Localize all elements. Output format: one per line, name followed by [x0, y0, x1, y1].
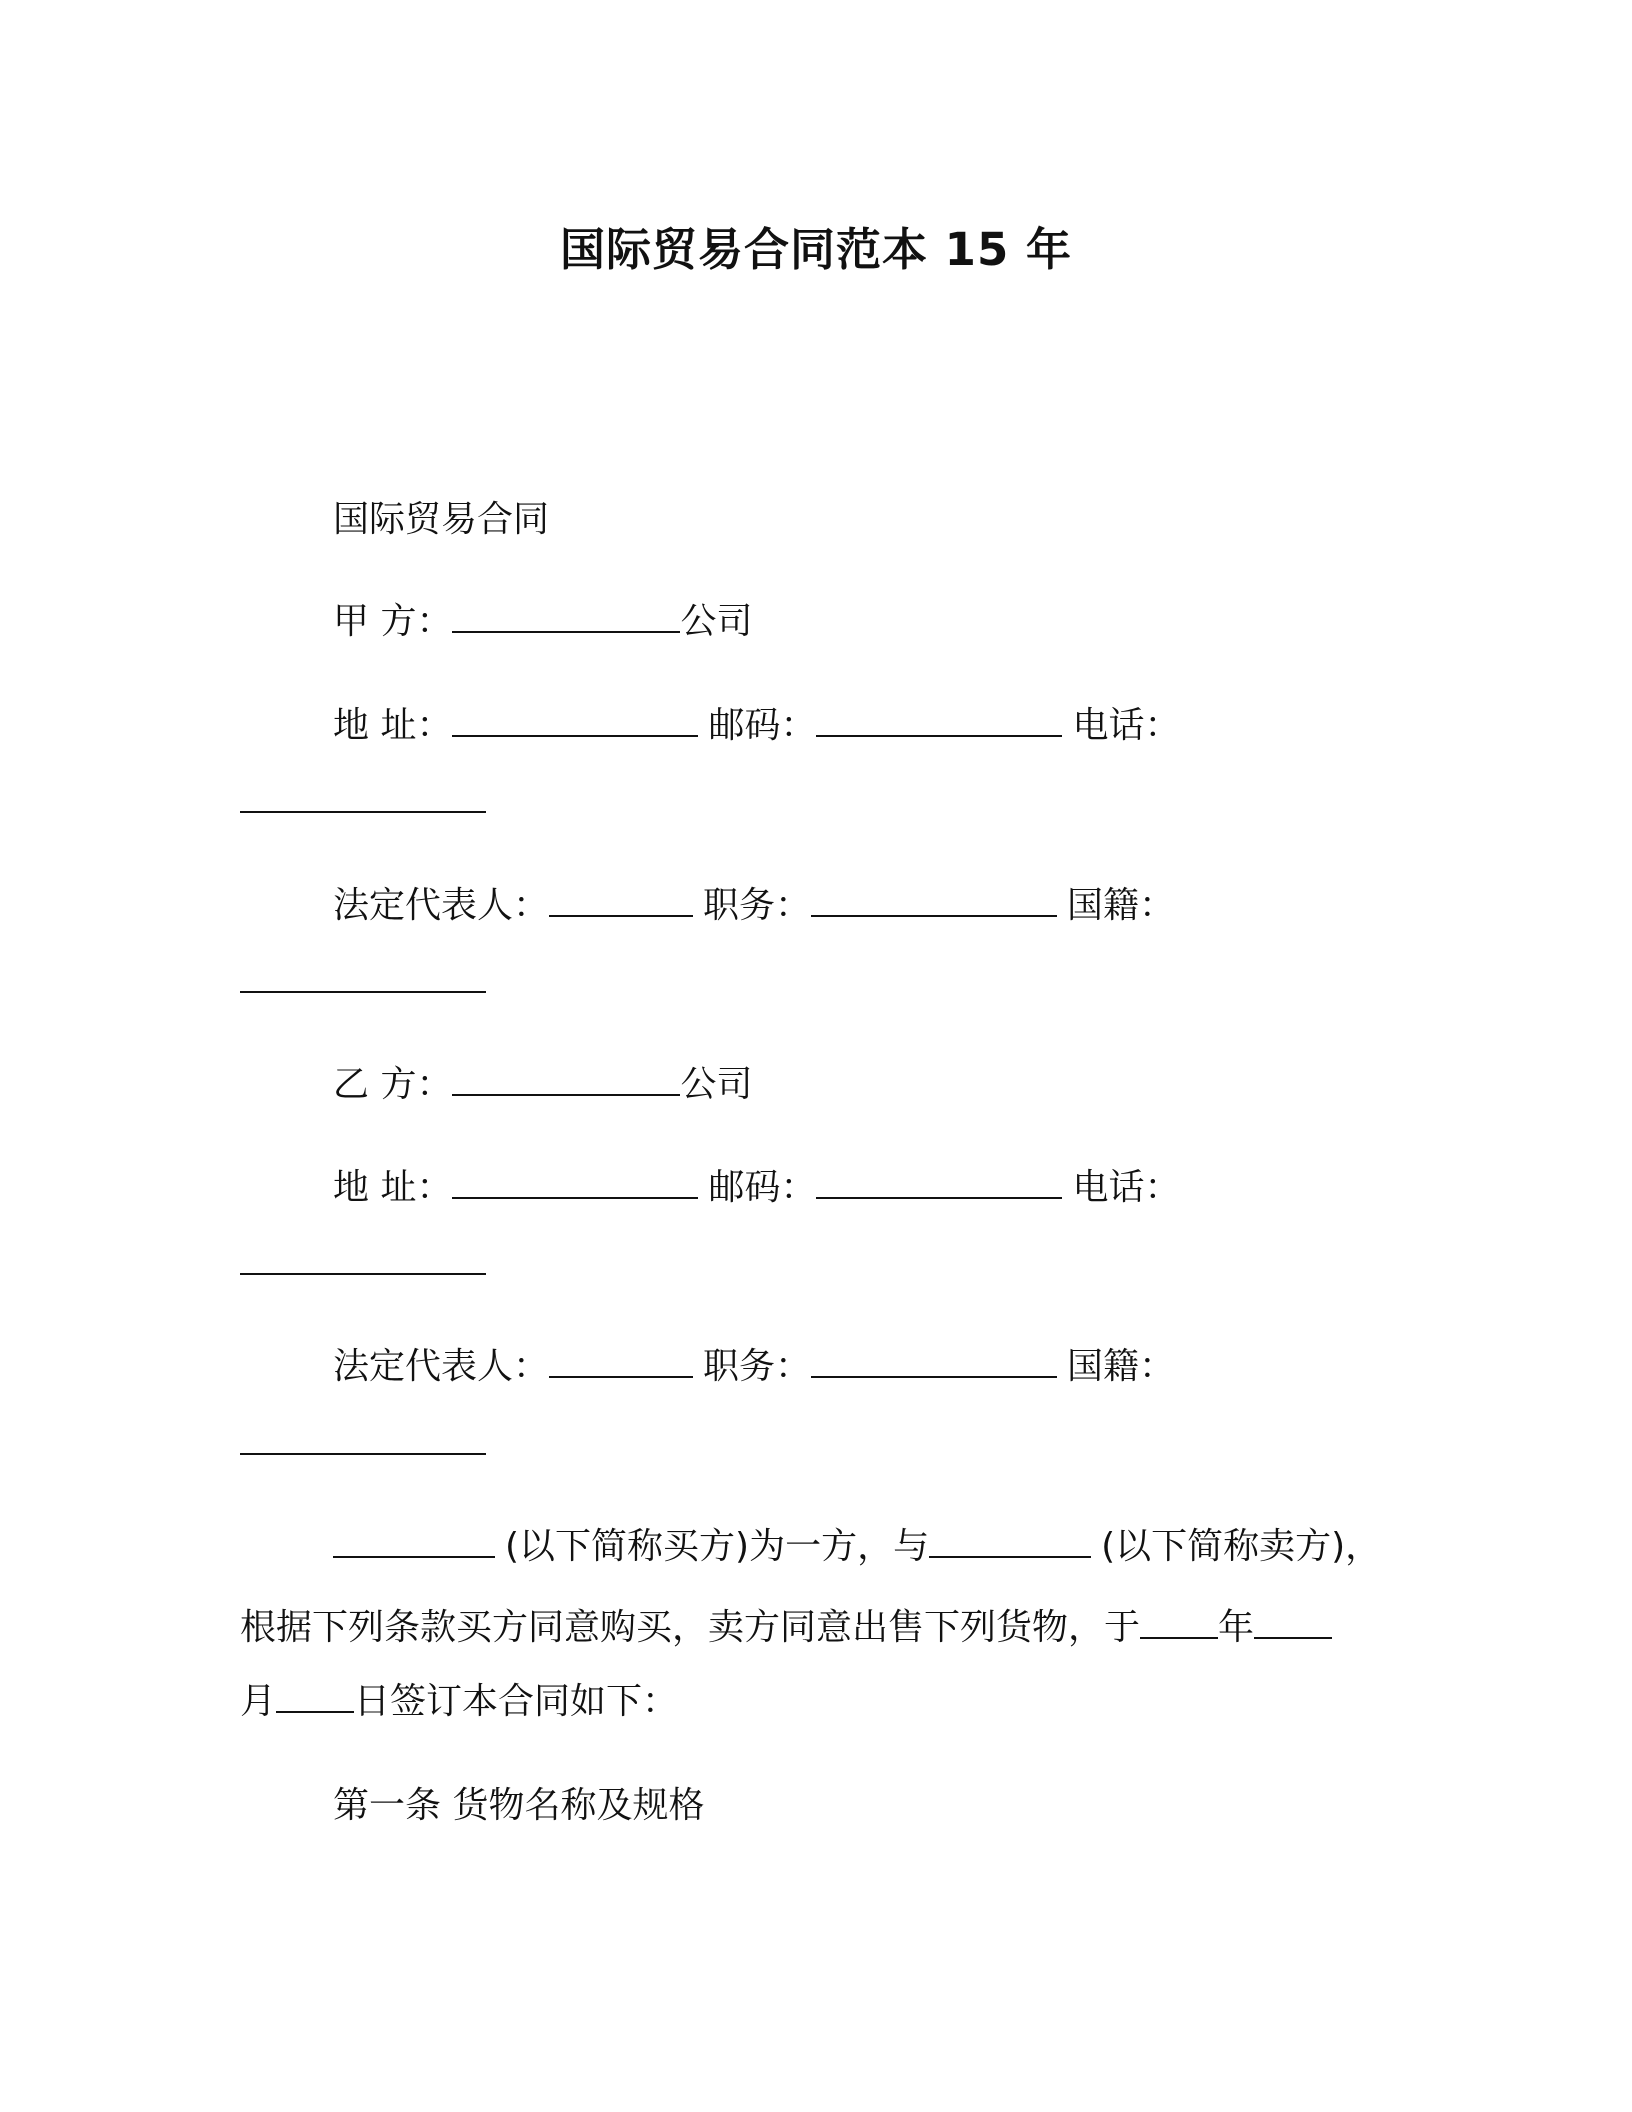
party-a-line: [333, 600, 752, 644]
party-a-title-label: 职务：: [703, 885, 812, 926]
party-a-rep-line: [333, 884, 1175, 928]
document-title: 国际贸易合同范本 15 年: [560, 223, 1072, 276]
buyer-name-blank[interactable]: [333, 1526, 495, 1558]
intro-line-1: [333, 1525, 1381, 1569]
party-b-title-blank[interactable]: [811, 1346, 1057, 1378]
month-label: 月: [240, 1681, 277, 1722]
party-b-phone-blank[interactable]: [240, 1243, 486, 1275]
party-b-rep-blank[interactable]: [549, 1346, 693, 1378]
party-b-phone-label: 电话：: [1072, 1167, 1181, 1208]
party-b-address-line: [333, 1166, 1180, 1210]
intro-line-2-text: 根据下列条款买方同意购买，卖方同意出售下列货物，于: [240, 1607, 1141, 1648]
party-b-suffix: 公司: [680, 1064, 753, 1105]
party-a-address-label: 地 址：: [333, 705, 453, 746]
party-b-label: 乙 方：: [333, 1064, 453, 1105]
party-a-label: 甲 方：: [333, 601, 453, 642]
party-a-postcode-label: 邮码：: [708, 705, 817, 746]
party-a-rep-label: 法定代表人：: [333, 885, 550, 926]
intro-line-3: [240, 1680, 678, 1724]
party-b-nationality-label: 国籍：: [1067, 1346, 1176, 1387]
party-b-rep-label: 法定代表人：: [333, 1346, 550, 1387]
party-a-address-line: [333, 704, 1180, 748]
year-label: 年: [1218, 1607, 1255, 1648]
party-a-nationality-line: [240, 960, 486, 1004]
article-1-heading: 第一条 货物名称及规格: [333, 1785, 705, 1826]
party-b-postcode-label: 邮码：: [708, 1167, 817, 1208]
party-b-address-blank[interactable]: [452, 1167, 698, 1199]
party-b-name-blank[interactable]: [452, 1064, 680, 1096]
party-b-title-label: 职务：: [703, 1346, 812, 1387]
party-b-nationality-line: [240, 1422, 486, 1466]
party-a-phone-blank[interactable]: [240, 781, 486, 813]
party-b-line: [333, 1063, 752, 1107]
party-b-rep-line: [333, 1345, 1175, 1389]
party-a-phone-label: 电话：: [1072, 705, 1181, 746]
day-blank[interactable]: [276, 1681, 354, 1713]
seller-name-blank[interactable]: [929, 1526, 1091, 1558]
party-a-nationality-label: 国籍：: [1067, 885, 1176, 926]
party-a-rep-blank[interactable]: [549, 885, 693, 917]
party-a-suffix: 公司: [680, 601, 753, 642]
party-a-title-blank[interactable]: [811, 885, 1057, 917]
party-b-phone-line: [240, 1242, 486, 1286]
party-a-phone-line: [240, 780, 486, 824]
party-b-address-label: 地 址：: [333, 1167, 453, 1208]
intro-seller-text: (以下简称卖方)，: [1101, 1526, 1382, 1567]
party-a-nationality-blank[interactable]: [240, 961, 486, 993]
month-blank[interactable]: [1254, 1607, 1332, 1639]
party-a-name-blank[interactable]: [452, 601, 680, 633]
intro-line-2: [240, 1606, 1332, 1650]
date-suffix: 日签订本合同如下：: [354, 1681, 679, 1722]
party-b-postcode-blank[interactable]: [816, 1167, 1062, 1199]
party-b-nationality-blank[interactable]: [240, 1423, 486, 1455]
intro-buyer-text: (以下简称买方)为一方，与: [505, 1526, 930, 1567]
party-a-postcode-blank[interactable]: [816, 705, 1062, 737]
year-blank[interactable]: [1140, 1607, 1218, 1639]
contract-heading: 国际贸易合同: [333, 499, 550, 540]
party-a-address-blank[interactable]: [452, 705, 698, 737]
